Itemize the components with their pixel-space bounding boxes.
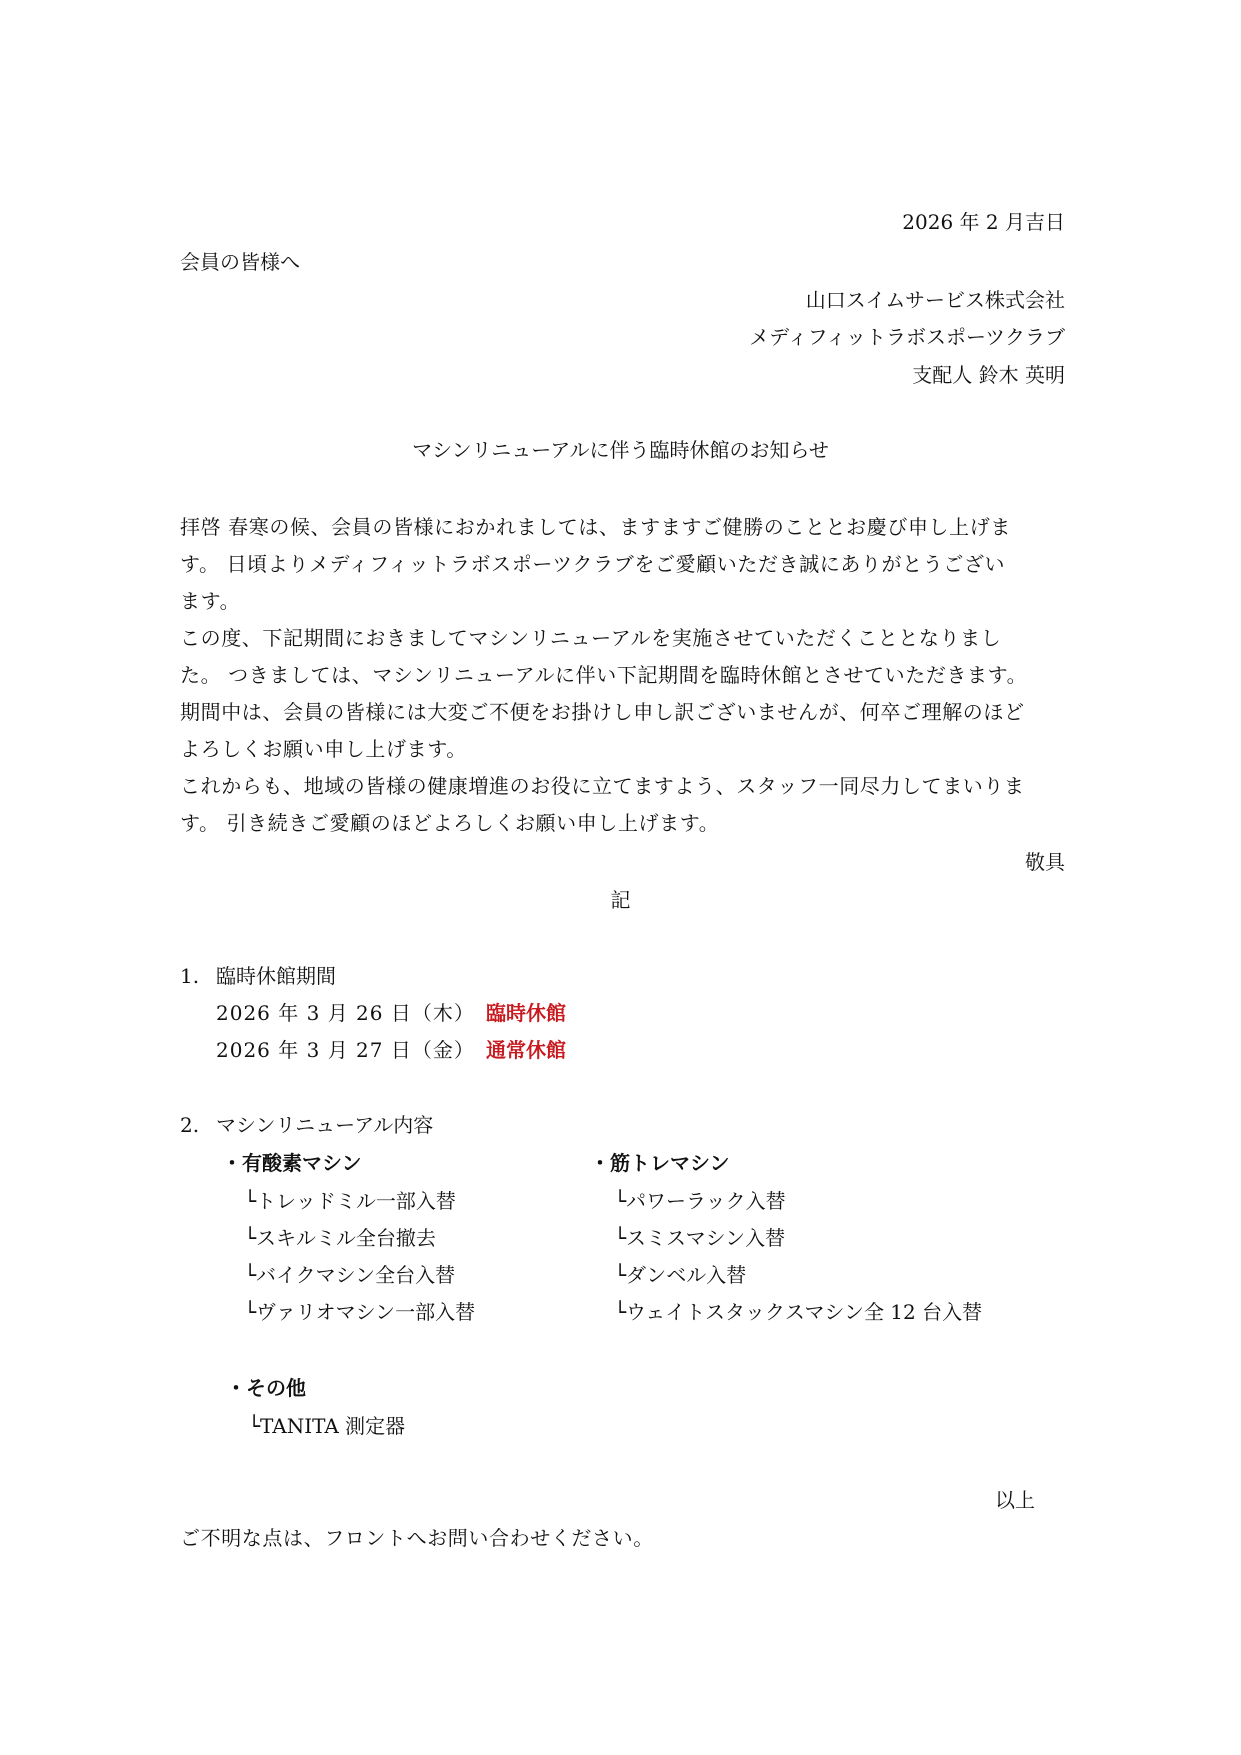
body-line: よろしくお願い申し上げます。 [180, 737, 467, 761]
closure-status: 臨時休館 [486, 1001, 566, 1025]
document-title: マシンリニューアルに伴う臨時休館のお知らせ [412, 438, 829, 462]
list-item: └トレッドミル一部入替 [244, 1189, 456, 1213]
body-line: 拝啓 春寒の候、会員の皆様におかれましては、ますますご健勝のこととお慶び申し上げま [180, 515, 1011, 539]
body-line: 期間中は、会員の皆様には大変ご不便をお掛けし申し訳ございませんが、何卒ご理解のほど [180, 700, 1025, 724]
list-item: └ヴァリオマシン一部入替 [244, 1300, 476, 1324]
list-item: └スキルミル全台撤去 [244, 1226, 436, 1250]
end-marker: 以上 [995, 1488, 1035, 1512]
body-line: す。 日頃よりメディフィットラボスポーツクラブをご愛顧いただき誠にありがとうござい [180, 552, 1006, 576]
section-heading: 臨時休館期間 [216, 964, 336, 988]
list-item: └ダンベル入替 [614, 1263, 747, 1287]
addressee: 会員の皆様へ [180, 250, 300, 274]
closure-date: 2026 年 3 月 26 日（木） [216, 1001, 475, 1025]
closure-date: 2026 年 3 月 27 日（金） [216, 1038, 475, 1062]
body-line: す。 引き続きご愛顧のほどよろしくお願い申し上げます。 [180, 811, 720, 835]
body-line: この度、下記期間におきましてマシンリニューアルを実施させていただくこととなりまし [180, 626, 1002, 650]
manager-name: 支配人 鈴木 英明 [912, 363, 1065, 387]
body-line: ます。 [180, 589, 241, 613]
list-item: └TANITA 測定器 [248, 1414, 406, 1438]
closing-word: 敬具 [1025, 850, 1065, 874]
list-item: └スミスマシン入替 [614, 1226, 786, 1250]
closure-status: 通常休館 [486, 1038, 566, 1062]
document-date: 2026 年 2 月吉日 [902, 210, 1065, 234]
club-name: メディフィットラボスポーツクラブ [749, 325, 1065, 349]
list-item: └バイクマシン全台入替 [244, 1263, 456, 1287]
strength-title: ・筋トレマシン [590, 1151, 730, 1175]
footer-note: ご不明な点は、フロントへお問い合わせください。 [180, 1526, 654, 1550]
list-item: └パワーラック入替 [614, 1189, 786, 1213]
list-item: └ウェイトスタックスマシン全 12 台入替 [614, 1300, 983, 1324]
ki-heading: 記 [610, 888, 631, 912]
company-name: 山口スイムサービス株式会社 [805, 288, 1065, 312]
section-heading: マシンリニューアル内容 [216, 1113, 434, 1137]
body-line: た。 つきましては、マシンリニューアルに伴い下記期間を臨時休館とさせていただきます。 [180, 663, 1028, 687]
section-number: 1. [180, 964, 200, 988]
aerobic-title: ・有酸素マシン [222, 1151, 362, 1175]
body-line: これからも、地域の皆様の健康増進のお役に立てますよう、スタッフ一同尽力してまいりま [180, 774, 1025, 798]
section-number: 2. [180, 1113, 200, 1137]
other-title: ・その他 [226, 1376, 306, 1400]
